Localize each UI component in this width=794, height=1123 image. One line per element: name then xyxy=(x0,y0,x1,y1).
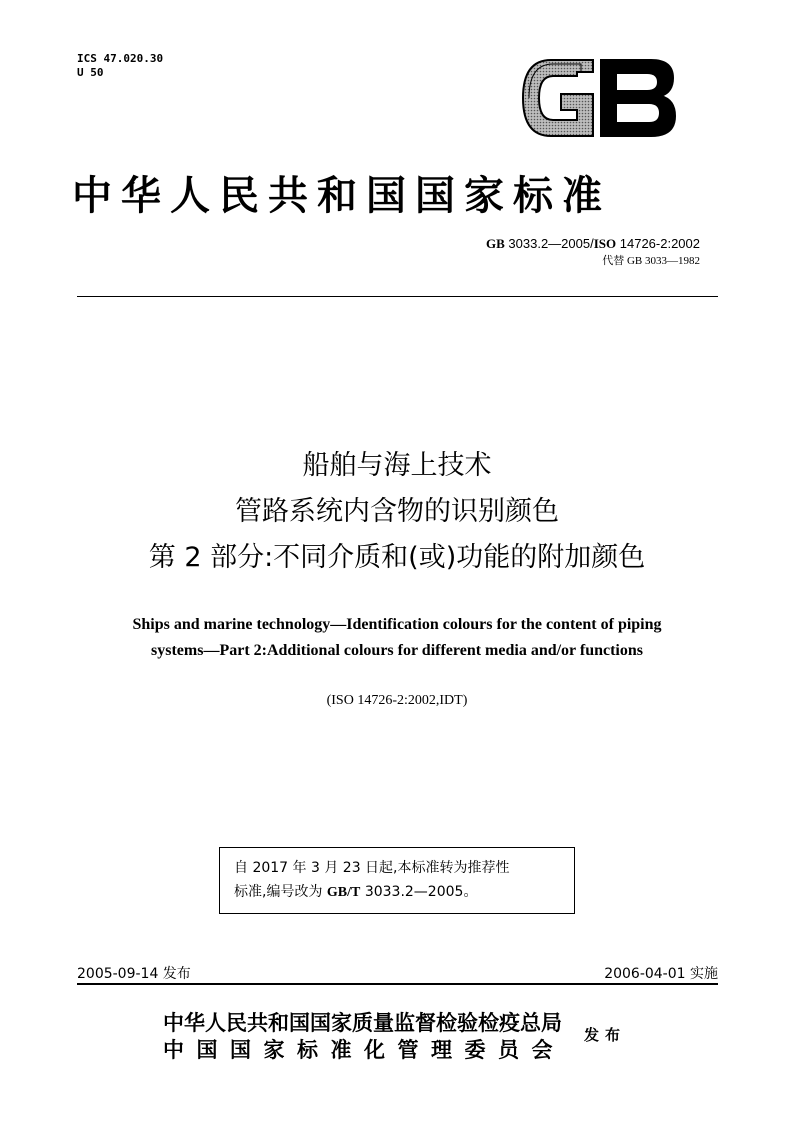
top-divider xyxy=(77,296,718,297)
issuer-sac: 中国国家标准化管理委员会 xyxy=(163,1038,565,1062)
gb-logo-text: GB xyxy=(521,58,523,59)
national-standard-title: 中华人民共和国国家标准 xyxy=(72,173,611,219)
gb-prefix: GB xyxy=(486,236,505,251)
notice-line-2-suffix: 3033.2—2005。 xyxy=(360,884,478,900)
chinese-title-line-1: 船舶与海上技术 xyxy=(302,450,492,481)
gb-logo xyxy=(521,58,677,138)
classification-codes xyxy=(77,52,163,80)
iso-equivalence: (ISO 14726-2:2002,IDT) xyxy=(326,693,468,708)
publish-label: 发布 xyxy=(584,1026,627,1044)
iso-prefix: ISO xyxy=(593,236,617,251)
english-title xyxy=(0,612,794,664)
implementation-date: 2006-04-01 实施 xyxy=(604,966,718,982)
gb-number: 3033.2—2005/ xyxy=(508,236,594,251)
gb-logo-b xyxy=(601,60,675,136)
chinese-title-line-2: 管路系统内含物的识别颜色 xyxy=(235,496,559,527)
english-title-line-2: systems—Part 2:Additional colours for different media and/or functions xyxy=(151,642,643,659)
notice-line-1: 自 2017 年 3 月 23 日起,本标准转为推荐性 xyxy=(234,860,510,876)
gb-logo-g xyxy=(523,60,593,136)
ccs-code: U 50 xyxy=(77,66,104,79)
bottom-divider xyxy=(77,983,718,985)
issuing-authorities xyxy=(163,1010,565,1064)
issue-date: 2005-09-14 发布 xyxy=(77,966,191,982)
standard-number xyxy=(486,236,700,252)
issuer-aqsiq: 中华人民共和国国家质量监督检验检疫总局 xyxy=(163,1011,562,1035)
chinese-title xyxy=(0,443,794,581)
notice-line-2 xyxy=(234,880,560,905)
english-title-line-1: Ships and marine technology—Identification colours for the content of piping xyxy=(132,616,662,633)
ics-code: ICS 47.020.30 xyxy=(77,52,164,65)
iso-number: 14726-2:2002 xyxy=(619,236,700,251)
replaces-note: 代替 GB 3033—1982 xyxy=(602,255,700,267)
chinese-title-line-3: 第 2 部分:不同介质和(或)功能的附加颜色 xyxy=(148,542,646,573)
notice-line-2-prefix: 标准,编号改为 xyxy=(234,884,327,900)
notice-gbt-code: GB/T xyxy=(326,885,361,900)
status-notice-box xyxy=(219,847,575,914)
